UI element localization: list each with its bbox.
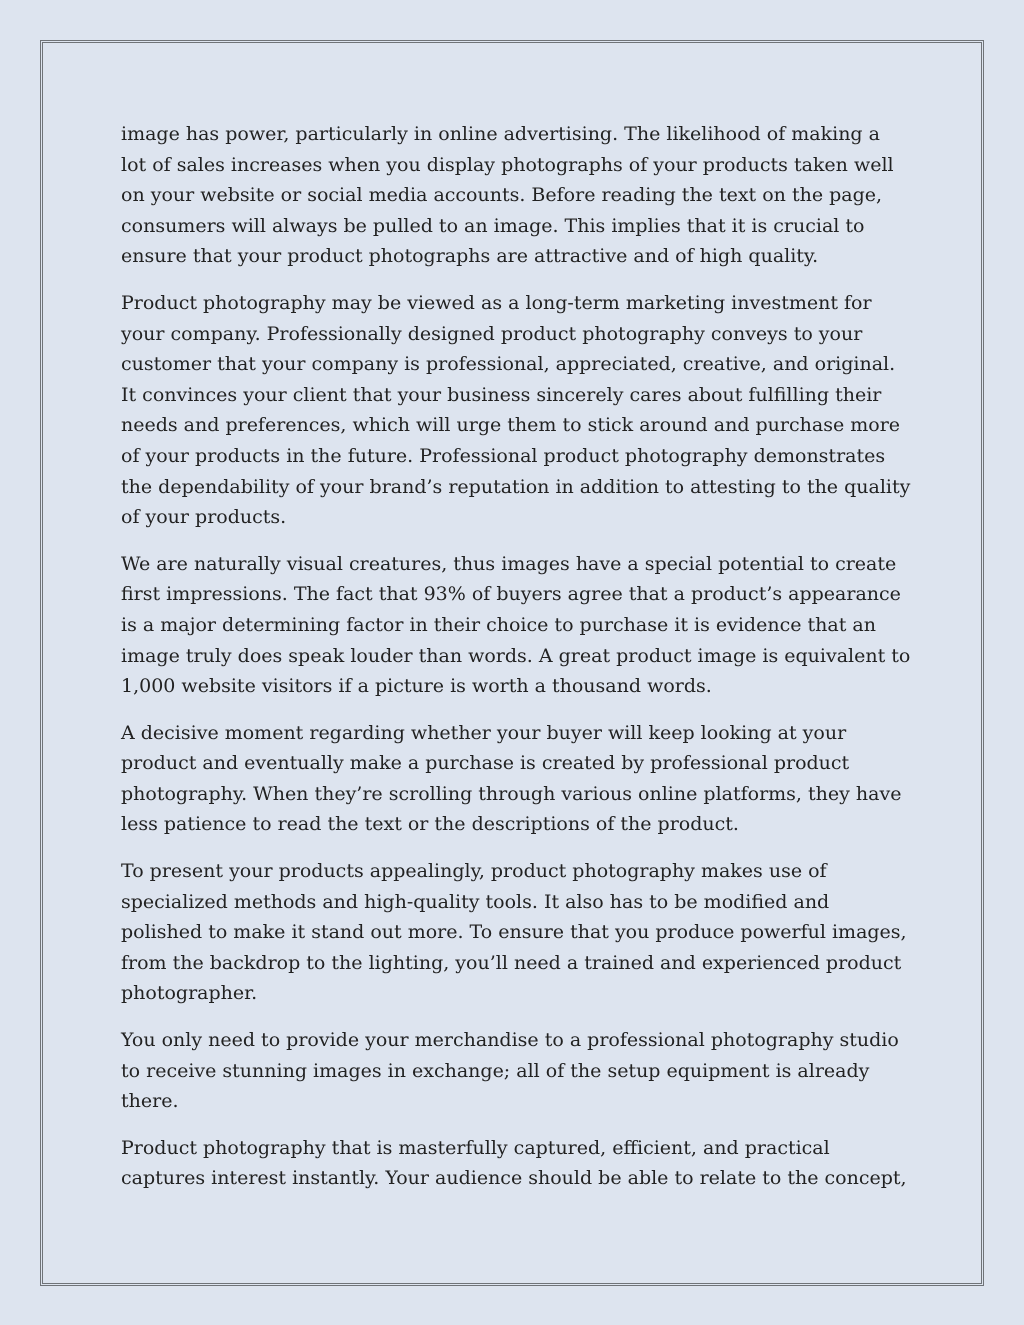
- paragraph-1: image has power, particularly in online advertising. The likelihood of making a lot of sales increases when you display photographs of your products taken well on your website or social media accounts. Before reading the text on the page, consumers will always be pulled to an image. This implies that it is crucial to ensure that your product photographs are attractive and of high quality.: [121, 123, 894, 268]
- document-body: [121, 119, 911, 1210]
- paragraph-6: You only need to provide your merchandise to a professional photography studio to receive stunning images in exchange; all of the setup equipment is already there.: [121, 1029, 899, 1113]
- paragraph-4: A decisive moment regarding whether your buyer will keep looking at your product and eventually make a purchase is created by professional product photography. When they’re scrolling through various online platforms, they have less patience to read the text or the descriptions of the product.: [121, 721, 902, 836]
- paragraph-2: Product photography may be viewed as a long-term marketing investment for your company. Professionally designed product photography conveys to your customer that your company is professional, appreciated, creative, and original. It convinces your client that your business sincerely cares about fulfilling their needs and preferences, which will urge them to stick around and purchase more of your products in the future. Professional product photography demonstrates the dependability of your brand’s reputation in addition to attesting to the quality of your products.: [121, 291, 911, 529]
- paragraph-3: We are naturally visual creatures, thus images have a special potential to create first impressions. The fact that 93% of buyers agree that a product’s appearance is a major determining factor in their choice to purchase it is evidence that an image truly does speak louder than words. A great product image is equivalent to 1,000 website visitors if a picture is worth a thousand words.: [121, 552, 911, 698]
- paragraph-5: To present your products appealingly, product photography makes use of specialized methods and high-quality tools. It also has to be modified and polished to make it stand out more. To ensure that you produce powerful images, from the backdrop to the lighting, you’ll need a trained and experienced product photographer.: [121, 860, 907, 1005]
- paragraph-7: Product photography that is masterfully captured, efficient, and practical captures interest instantly. Your audience should be able to relate to the concept,: [121, 1136, 907, 1190]
